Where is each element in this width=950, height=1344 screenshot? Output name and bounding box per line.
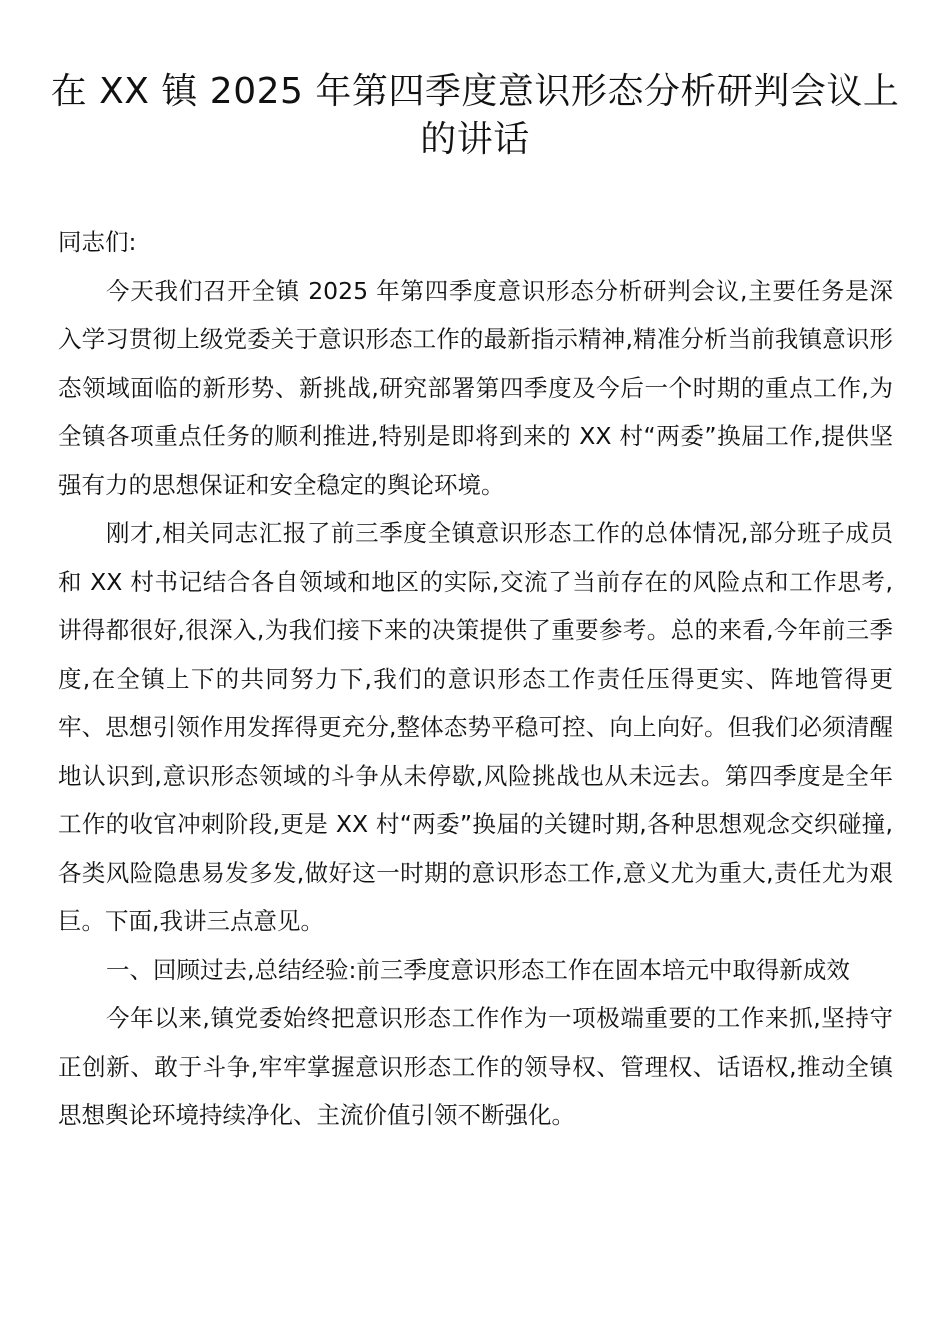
section-paragraph: 今年以来,镇党委始终把意识形态工作作为一项极端重要的工作来抓,坚持守正创新、敢于斗争,牢牢掌握意识形态工作的领导权、管理权、话语权,推动全镇思想舆论环境持续净化、主流价值引领不断强化。 [58,1004,893,1129]
paragraph-intro: 今天我们召开全镇 2025 年第四季度意识形态分析研判会议,主要任务是深入学习贯彻上级党委关于意识形态工作的最新指示精神,精准分析当前我镇意识形态领域面临的新形势、新挑战,研究部署第四季度及今后一个时期的重点工作,为全镇各项重点任务的顺利推进,特别是即将到来的 XX 村“两委”换届工作,提供坚强有力的思想保证和安全稳定的舆论环境。 [58,276,893,499]
document-title: 在 XX 镇 2025 年第四季度意识形态分析研判会议上的讲话 [50,71,900,160]
greeting: 同志们: [58,228,137,256]
document-body [58,218,893,1140]
section-heading: 一、回顾过去,总结经验:前三季度意识形态工作在固本培元中取得新成效 [106,955,850,984]
paragraph-summary: 刚才,相关同志汇报了前三季度全镇意识形态工作的总体情况,部分班子成员和 XX 村书记结合各自领域和地区的实际,交流了当前存在的风险点和工作思考,讲得都很好,很深入,为我们接下来的决策提供了重要参考。总的来看,今年前三季度,在全镇上下的共同努力下,我们的意识形态工作责任压得更实、阵地管得更牢、思想引领作用发挥得更充分,整体态势平稳可控、向上向好。但我们必须清醒地认识到,意识形态领域的斗争从未停歇,风险挑战也从未远去。第四季度是全年工作的收官冲刺阶段,更是 XX 村“两委”换届的关键时期,各种思想观念交织碰撞,各类风险隐患易发多发,做好这一时期的意识形态工作,意义尤为重大,责任尤为艰巨。下面,我讲三点意见。 [58,519,893,935]
